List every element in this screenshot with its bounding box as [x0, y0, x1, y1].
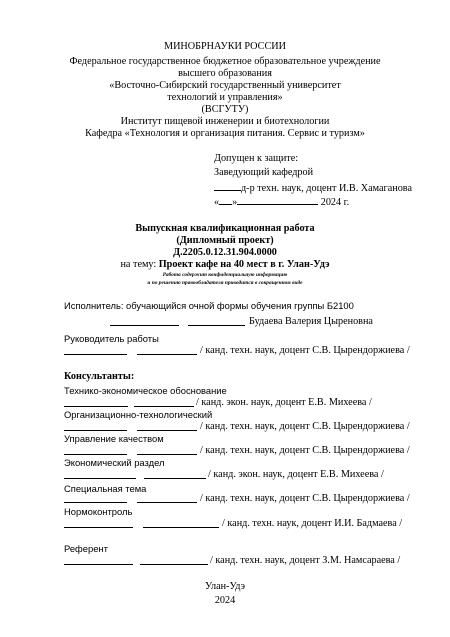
consultant-name: / канд. техн. наук, доцент С.В. Цырендоржиева / — [200, 421, 410, 432]
signature-blank — [64, 518, 133, 528]
date-quote-open: « — [214, 197, 220, 208]
supervisor-name: / канд. техн. наук, доцент С.В. Цырендоржиева / — [200, 345, 410, 356]
consultant-signature-row — [64, 518, 424, 530]
supervisor-label: Руководитель работы — [64, 333, 159, 344]
admitted-to-defense: Допущен к защите: — [214, 153, 299, 164]
signature-blank — [110, 316, 179, 326]
date-blank — [137, 421, 197, 431]
consultant-label-special: Специальная тема — [64, 483, 147, 494]
work-subtype: (Дипломный проект) — [176, 235, 274, 246]
consultant-name: / канд. экон. наук, доцент Е.В. Михеева / — [208, 469, 384, 480]
consultant-signature-row — [64, 493, 424, 505]
date-blank — [137, 445, 197, 455]
confidential-note-1: Работа содержит конфиденциальную информацию — [162, 272, 288, 278]
consultant-label-organizational: Организационно-технологический — [64, 409, 213, 420]
month-blank — [237, 195, 318, 205]
institute-name: Институт пищевой инженерии и биотехнологии — [120, 116, 330, 127]
signature-blank — [64, 345, 127, 355]
consultant-name: / канд. экон. наук, доцент Е.В. Михеева / — [196, 397, 372, 408]
head-name: д-р техн. наук, доцент И.В. Хамаганова — [241, 183, 413, 194]
head-signature-line — [214, 181, 412, 195]
work-topic — [0, 259, 450, 271]
head-of-department: Заведующий кафедрой — [214, 167, 314, 178]
document-code: Д.2205.0.12.31.904.0000 — [173, 247, 277, 258]
consultant-name: / канд. техн. наук, доцент С.В. Цырендоржиева / — [200, 493, 410, 504]
date-blank — [188, 316, 245, 326]
referee-name: / канд. техн. наук, доцент З.М. Намсараева / — [210, 555, 401, 566]
date-blank — [134, 397, 194, 407]
executor-label: Исполнитель: обучающийся очной формы обучения группы Б2100 — [64, 300, 354, 311]
topic-title: Проект кафе на 40 мест в г. Улан-Удэ — [158, 259, 330, 270]
consultant-label-economic-justification: Технико-экономическое обоснование — [64, 385, 227, 396]
date-blank — [137, 493, 197, 503]
executor-name: Будаева Валерия Цыреновна — [249, 316, 373, 327]
consultant-label-norm-control: Нормоконтроль — [64, 506, 133, 517]
signature-blank — [64, 421, 127, 431]
signature-blank — [64, 555, 133, 565]
consultant-signature-row — [64, 445, 424, 457]
signature-blank — [64, 493, 127, 503]
signature-blank — [214, 181, 241, 191]
date-quote-close: » — [232, 197, 238, 208]
date-blank — [143, 518, 219, 528]
signature-blank — [64, 469, 136, 479]
org-line-3: «Восточно-Сибирский государственный университет — [109, 80, 341, 91]
footer-city: Улан-Удэ — [204, 581, 246, 592]
consultants-title: Консультанты: — [64, 371, 135, 382]
approval-year: 2024 г. — [320, 197, 350, 208]
day-blank — [219, 195, 232, 205]
footer-year: 2024 — [214, 595, 236, 606]
org-abbreviation: (ВСГУТУ) — [201, 104, 249, 115]
department-name: Кафедра «Технология и организация питания. Сервис и туризм» — [85, 128, 365, 139]
referee-label: Референт — [64, 543, 108, 554]
org-line-4: технологий и управления» — [167, 92, 283, 103]
approval-date-line — [214, 195, 349, 209]
consultant-signature-row — [64, 397, 424, 409]
signature-blank — [64, 397, 128, 407]
org-line-1: Федеральное государственное бюджетное образовательное учреждение — [69, 56, 381, 67]
consultant-label-quality: Управление качеством — [64, 433, 164, 444]
executor-signature-row — [64, 316, 404, 328]
consultant-name: / канд. техн. наук, доцент И.И. Бадмаева / — [222, 518, 403, 529]
work-type: Выпускная квалификационная работа — [135, 223, 315, 234]
date-blank — [140, 555, 208, 565]
supervisor-signature-row — [64, 345, 424, 357]
topic-prefix: на тему: — [120, 259, 159, 270]
consultant-label-economic: Экономический раздел — [64, 457, 165, 468]
consultant-signature-row — [64, 421, 424, 433]
referee-signature-row — [64, 555, 424, 567]
consultant-signature-row — [64, 469, 424, 481]
date-blank — [144, 469, 206, 479]
signature-blank — [64, 445, 127, 455]
date-blank — [137, 345, 197, 355]
consultant-name: / канд. техн. наук, доцент С.В. Цырендоржиева / — [200, 445, 410, 456]
org-line-2: высшего образования — [178, 68, 272, 79]
confidential-note-2: и по решению правообладателя приводится в сокращенном виде — [147, 280, 303, 286]
ministry-title: МИНОБРНАУКИ РОССИИ — [164, 41, 286, 52]
